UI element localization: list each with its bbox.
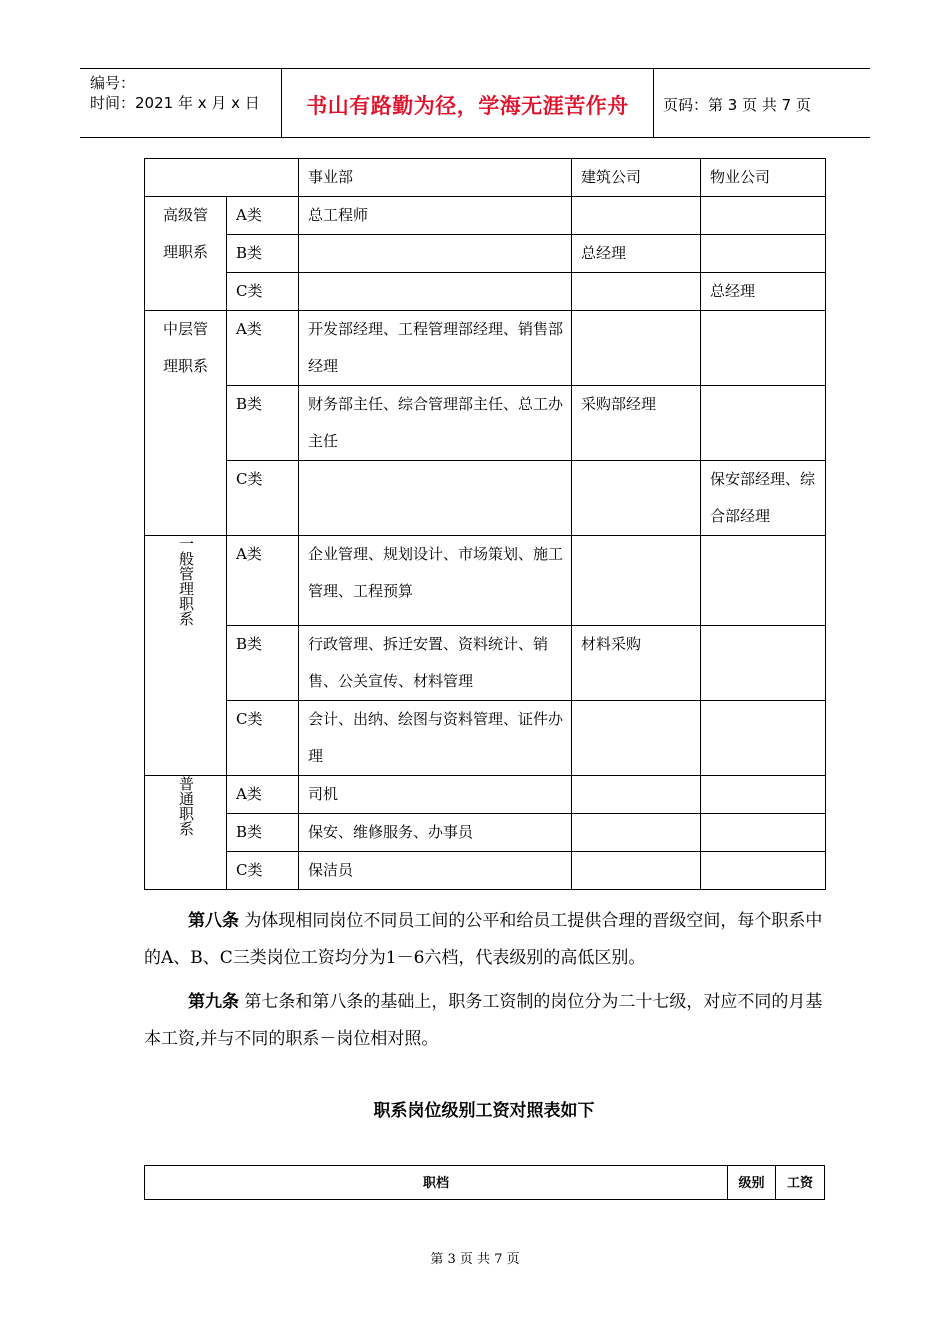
article-8-paragraph <box>144 903 834 977</box>
division-cell <box>299 235 572 273</box>
class-cell: A类 <box>227 311 299 386</box>
table-row <box>145 626 826 701</box>
class-cell: C类 <box>227 852 299 890</box>
property-cell: 总经理 <box>701 273 826 311</box>
class-cell: B类 <box>227 386 299 461</box>
division-cell: 财务部主任、综合管理部主任、总工办主任 <box>299 386 572 461</box>
system-cell-ordinary: 普通职系 <box>145 776 227 890</box>
system-cell-senior: 高级管 理职系 <box>145 197 227 311</box>
class-cell: C类 <box>227 461 299 536</box>
division-cell: 开发部经理、工程管理部经理、销售部经理 <box>299 311 572 386</box>
article-8-title: 第八条 <box>188 911 239 931</box>
table-row <box>145 311 826 386</box>
article-9-paragraph <box>144 984 834 1058</box>
division-cell: 保洁员 <box>299 852 572 890</box>
property-cell <box>701 814 826 852</box>
column-header-level: 级别 <box>728 1166 776 1200</box>
construction-cell <box>572 814 701 852</box>
class-cell: B类 <box>227 814 299 852</box>
system-cell-middle: 中层管 理职系 <box>145 311 227 536</box>
header-motto: 书山有路勤为径，学海无涯苦作舟 <box>281 69 654 137</box>
system-cell-general: 一般管理职系 <box>145 536 227 776</box>
column-header-property: 物业公司 <box>701 159 826 197</box>
division-cell: 保安、维修服务、办事员 <box>299 814 572 852</box>
article-8-text: 为体现相同岗位不同员工间的公平和给员工提供合理的晋级空间，每个职系中的A、B、C三类岗位工资均分为1－6六档，代表级别的高低区别。 <box>144 911 823 968</box>
table-row <box>145 701 826 776</box>
construction-cell: 总经理 <box>572 235 701 273</box>
table-row <box>145 536 826 626</box>
header-meta <box>80 69 281 137</box>
table-header-corner <box>145 159 299 197</box>
table-row <box>145 386 826 461</box>
construction-cell: 采购部经理 <box>572 386 701 461</box>
document-number-label: 编号： <box>90 74 136 92</box>
table-row <box>145 273 826 311</box>
property-cell <box>701 197 826 235</box>
construction-cell <box>572 536 701 626</box>
table-row <box>145 852 826 890</box>
column-header-construction: 建筑公司 <box>572 159 701 197</box>
table-header-row <box>145 1166 825 1200</box>
column-header-division: 事业部 <box>299 159 572 197</box>
division-cell: 司机 <box>299 776 572 814</box>
division-cell: 行政管理、拆迁安置、资料统计、销售、公关宣传、材料管理 <box>299 626 572 701</box>
property-cell <box>701 776 826 814</box>
page-footer: 第 3 页 共 7 页 <box>430 1252 520 1267</box>
division-cell <box>299 461 572 536</box>
property-cell <box>701 701 826 776</box>
class-cell: C类 <box>227 273 299 311</box>
construction-cell <box>572 701 701 776</box>
class-cell: A类 <box>227 536 299 626</box>
construction-cell <box>572 273 701 311</box>
construction-cell <box>572 852 701 890</box>
construction-cell <box>572 461 701 536</box>
property-cell <box>701 626 826 701</box>
job-system-table <box>144 158 826 890</box>
division-cell: 会计、出纳、绘图与资料管理、证件办理 <box>299 701 572 776</box>
section-subtitle: 职系岗位级别工资对照表如下 <box>373 1101 595 1121</box>
property-cell <box>701 852 826 890</box>
class-cell: B类 <box>227 626 299 701</box>
construction-cell <box>572 311 701 386</box>
article-9-title: 第九条 <box>188 992 239 1012</box>
table-row <box>145 197 826 235</box>
construction-cell: 材料采购 <box>572 626 701 701</box>
class-cell: A类 <box>227 197 299 235</box>
table-row <box>145 814 826 852</box>
class-cell: A类 <box>227 776 299 814</box>
page-header <box>80 68 870 138</box>
division-cell: 企业管理、规划设计、市场策划、施工管理、工程预算 <box>299 536 572 626</box>
division-cell <box>299 273 572 311</box>
header-page-label: 页码：第 3 页 共 7 页 <box>663 95 811 114</box>
salary-grade-table <box>144 1165 825 1200</box>
property-cell <box>701 235 826 273</box>
table-row <box>145 776 826 814</box>
table-header-row <box>145 159 826 197</box>
table-row <box>145 461 826 536</box>
article-9-text: 第七条和第八条的基础上，职务工资制的岗位分为二十七级，对应不同的月基本工资,并与不同的职系－岗位相对照。 <box>144 992 823 1049</box>
division-cell: 总工程师 <box>299 197 572 235</box>
property-cell: 保安部经理、综合部经理 <box>701 461 826 536</box>
property-cell <box>701 386 826 461</box>
property-cell <box>701 536 826 626</box>
column-header-grade-band: 职档 <box>145 1166 728 1200</box>
class-cell: B类 <box>227 235 299 273</box>
property-cell <box>701 311 826 386</box>
column-header-salary: 工资 <box>776 1166 825 1200</box>
table-row <box>145 235 826 273</box>
construction-cell <box>572 776 701 814</box>
construction-cell <box>572 197 701 235</box>
class-cell: C类 <box>227 701 299 776</box>
document-time-label: 时间：2021 年 x 月 x 日 <box>90 94 260 112</box>
